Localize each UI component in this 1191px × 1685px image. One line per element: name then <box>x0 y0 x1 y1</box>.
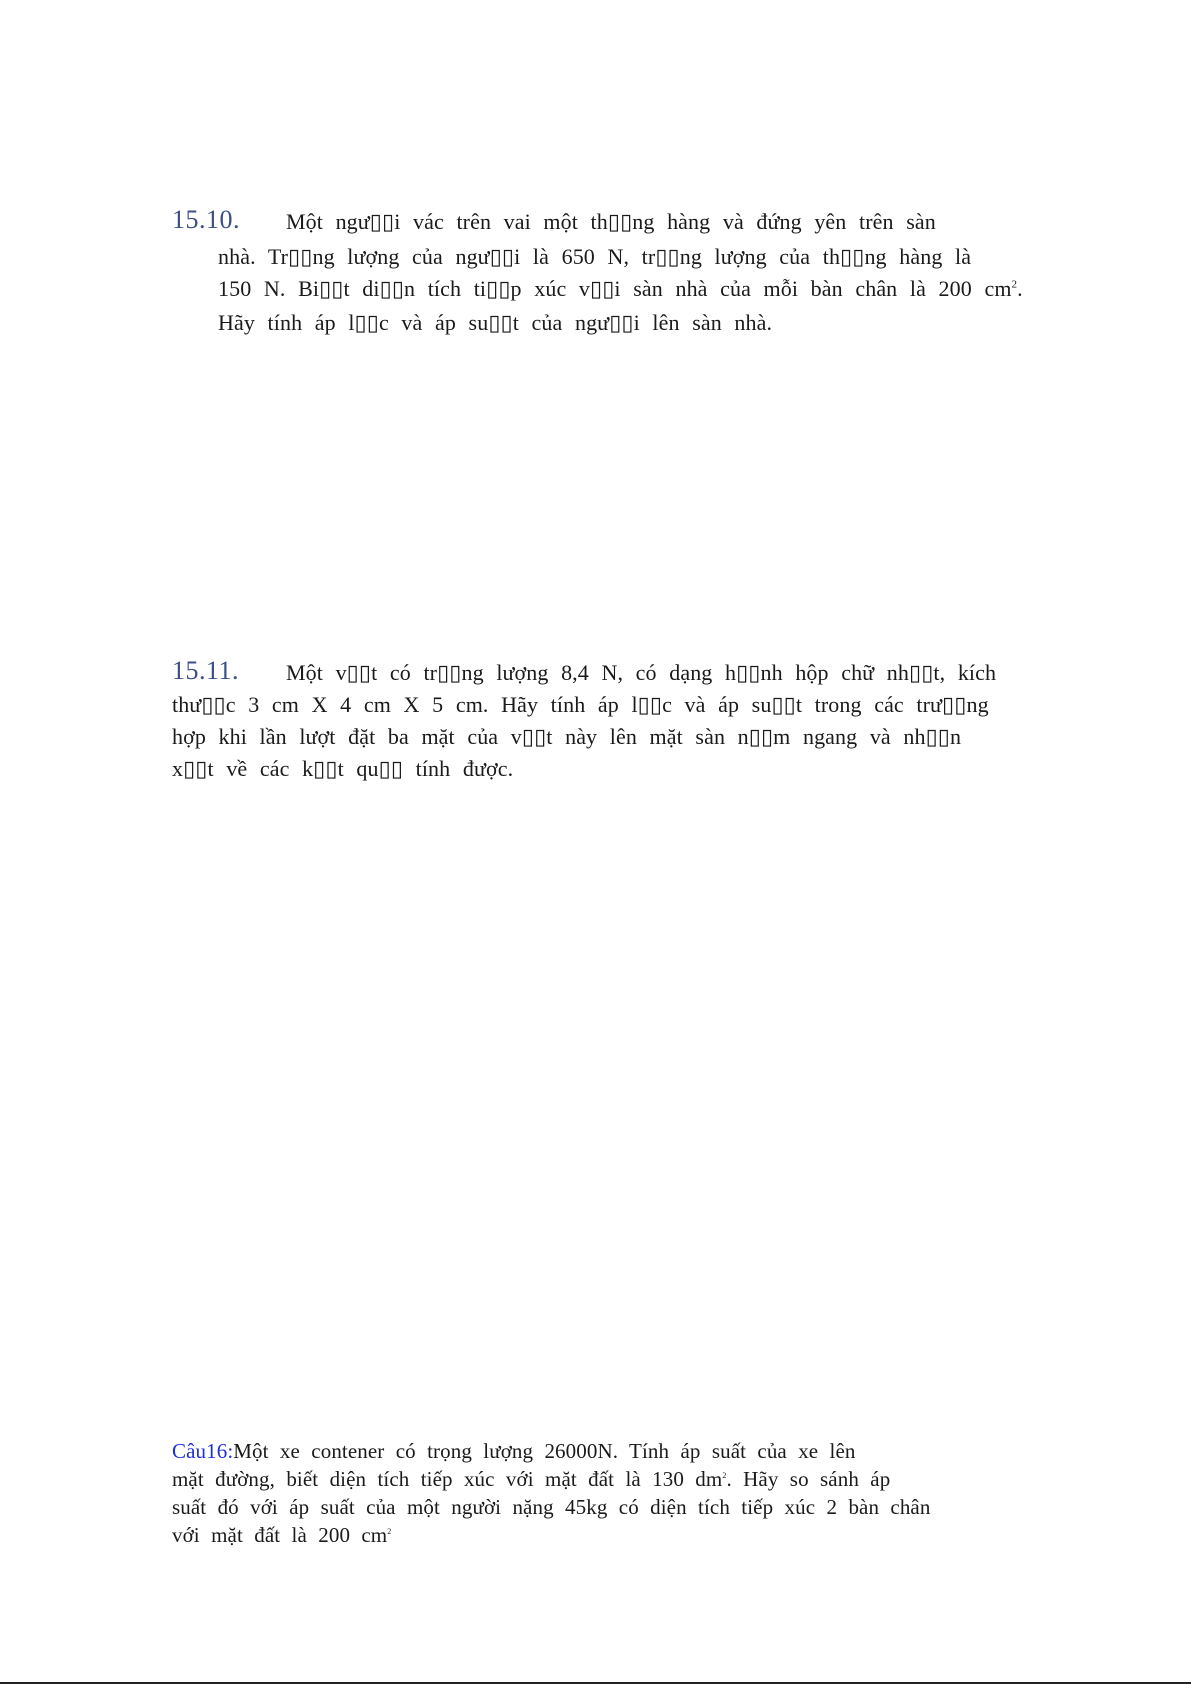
problem-number: 15.10. <box>172 205 240 234</box>
problem-line: suất đó với áp suất của một người nặng 45kg có diện tích tiếp xúc 2 bàn chân <box>172 1495 931 1519</box>
problem-line: Một ngư▯▯i vác trên vai một th▯▯ng hàng và đứng yên trên sàn <box>286 209 936 234</box>
problem-line: thư▯▯c 3 cm X 4 cm X 5 cm. Hãy tính áp l▯▯c và áp su▯▯t trong các trư▯▯ng <box>172 692 989 717</box>
problem-label: Câu16: <box>172 1439 234 1463</box>
problem-line: x▯▯t về các k▯▯t qu▯▯ tính được. <box>172 756 514 781</box>
superscript: 2 <box>387 1527 392 1536</box>
superscript: 2 <box>722 1471 727 1480</box>
problem-line: với mặt đất là 200 $cm^2$ <box>172 1523 392 1547</box>
problem-line: Hãy tính áp l▯▯c và áp su▯▯t của ngư▯▯i lên sàn nhà. <box>218 310 773 335</box>
problem-line: Một v▯▯t có tr▯▯ng lượng 8,4 N, có dạng h▯▯nh hộp chữ nh▯▯t, kích <box>286 660 997 685</box>
problem-line: nhà. Tr▯▯ng lượng của ngư▯▯i là 650 N, tr▯▯ng lượng của th▯▯ng hàng là <box>218 244 972 269</box>
problem-line: 150 N. Bi▯▯t di▯▯n tích ti▯▯p xúc v▯▯i sàn nhà của mỗi bàn chân là 200 $cm^2$. <box>218 276 1023 301</box>
problem-line: mặt đường, biết diện tích tiếp xúc với mặt đất là 130 $dm^2$. Hãy so sánh áp <box>172 1467 891 1491</box>
problem-number: 15.11. <box>172 656 240 685</box>
problem-line: hợp khi lần lượt đặt ba mặt của v▯▯t này lên mặt sàn n▯▯m ngang và nh▯▯n <box>172 724 962 749</box>
problem-line: Câu16:Một xe contener có trọng lượng 26000N. Tính áp suất của xe lên <box>172 1439 856 1463</box>
superscript: 2 <box>1011 278 1018 291</box>
page-bottom-rule <box>0 1682 1191 1684</box>
